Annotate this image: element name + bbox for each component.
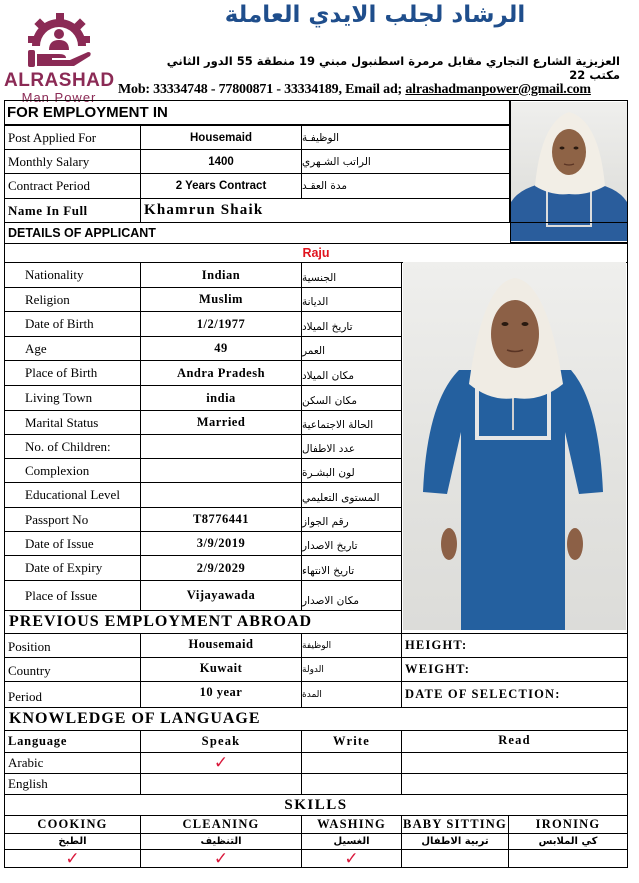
prev-position-value: Housemaid	[140, 633, 302, 658]
section-skills-title: SKILLS	[4, 794, 628, 816]
english-speak-check[interactable]	[140, 773, 302, 795]
applicant-full-body-photo	[403, 262, 626, 630]
date-of-issue-label: Date of Issue	[4, 531, 141, 556]
language-arabic-label: Arabic	[4, 752, 141, 774]
date-of-selection-label: DATE OF SELECTION:	[401, 681, 628, 708]
language-header-write: Write	[301, 730, 402, 753]
contact-line	[118, 82, 633, 98]
nationality-value: Indian	[140, 262, 302, 288]
complexion-value	[140, 458, 302, 483]
complexion-label: Complexion	[4, 458, 141, 483]
prev-period-label: Period	[4, 681, 141, 708]
date-of-expiry-label-ar: تاريخ الانتهاء	[301, 555, 402, 581]
nationality-label: Nationality	[4, 262, 141, 288]
date-of-issue-label-ar: تاريخ الاصدار	[301, 531, 402, 556]
date-of-birth-value: 1/2/1977	[140, 311, 302, 337]
passport-no-value: T8776441	[140, 507, 302, 532]
full-name-label: Name In Full	[4, 198, 141, 223]
language-header-speak: Speak	[140, 730, 302, 753]
prev-period-label-ar: المدة	[301, 681, 402, 708]
marital-status-value: Married	[140, 410, 302, 435]
date-of-issue-value: 3/9/2019	[140, 531, 302, 556]
living-town-value: india	[140, 385, 302, 411]
arabic-speak-check[interactable]: ✓	[140, 752, 302, 774]
age-label: Age	[4, 336, 141, 361]
monthly-salary-value: 1400	[140, 149, 302, 174]
place-of-issue-value: Vijayawada	[140, 580, 302, 611]
post-applied-label-ar: الوظيفـة	[301, 125, 510, 150]
prev-country-label-ar: الدولة	[301, 657, 402, 682]
skill-ironing-label: IRONING	[508, 815, 628, 834]
place-of-birth-label-ar: مكان الميلاد	[301, 360, 402, 386]
date-of-expiry-value: 2/9/2029	[140, 555, 302, 581]
skill-washing-check[interactable]: ✓	[301, 849, 402, 868]
section-employment-title: FOR EMPLOYMENT IN	[4, 100, 510, 125]
passport-no-label-ar: رقم الجواز	[301, 507, 402, 532]
skill-cleaning-label: CLEANING	[140, 815, 302, 834]
arabic-read-check[interactable]	[401, 752, 628, 774]
skill-washing-label: WASHING	[301, 815, 402, 834]
language-header-language: Language	[4, 730, 141, 753]
children-label-ar: عدد الاطفال	[301, 434, 402, 459]
company-title-arabic: الرشاد لجلب الايدي العاملة	[224, 2, 526, 28]
marital-status-label-ar: الحالة الاجتماعية	[301, 410, 402, 435]
english-write-check[interactable]	[301, 773, 402, 795]
height-label: HEIGHT:	[401, 633, 628, 658]
prev-position-label: Position	[4, 633, 141, 658]
full-name-value: Khamrun Shaik	[140, 198, 510, 223]
skill-ironing-check[interactable]	[508, 849, 628, 868]
skill-cleaning-label-ar: التنظيف	[140, 833, 302, 850]
place-of-birth-value: Andra Pradesh	[140, 360, 302, 386]
skill-baby-sitting-check[interactable]	[401, 849, 509, 868]
gear-hand-person-icon	[4, 8, 114, 70]
email-link[interactable]: alrashadmanpower@gmail.com	[405, 82, 591, 97]
contract-period-label-ar: مدة العقـد	[301, 173, 510, 199]
passport-no-label: Passport No	[4, 507, 141, 532]
arabic-write-check[interactable]	[301, 752, 402, 774]
date-of-birth-label-ar: تاريخ الميلاد	[301, 311, 402, 337]
english-read-check[interactable]	[401, 773, 628, 795]
full-body-photo-frame	[401, 610, 628, 634]
living-town-label-ar: مكان السكن	[301, 385, 402, 411]
marital-status-label: Marital Status	[4, 410, 141, 435]
skill-baby-sitting-label-ar: تربية الاطفال	[401, 833, 509, 850]
skill-baby-sitting-label: BABY SITTING	[401, 815, 509, 834]
skill-cooking-check[interactable]: ✓	[4, 849, 141, 868]
contract-period-value: 2 Years Contract	[140, 173, 302, 199]
company-logo	[4, 8, 115, 105]
living-town-label: Living Town	[4, 385, 141, 411]
nationality-label-ar: الجنسية	[301, 262, 402, 288]
logo-subtitle-text: Man Power	[21, 90, 97, 105]
place-of-issue-label: Place of Issue	[4, 580, 141, 611]
monthly-salary-label-ar: الراتب الشـهري	[301, 149, 510, 174]
logo-brand-text: ALRASHAD	[4, 70, 115, 91]
complexion-label-ar: لون البشـرة	[301, 458, 402, 483]
skill-cleaning-check[interactable]: ✓	[140, 849, 302, 868]
company-address-arabic: العزيزية الشارع التجاري مقابل مرمرة اسطنبول مبني 19 منطقة 55 الدور الثاني مكتب 22	[166, 54, 620, 82]
full-body-figure-icon	[403, 262, 626, 630]
education-label-ar: المستوى التعليمي	[301, 482, 402, 508]
contract-period-label: Contract Period	[4, 173, 141, 199]
prev-country-value: Kuwait	[140, 657, 302, 682]
section-previous-employment-title: PREVIOUS EMPLOYMENT ABROAD	[4, 610, 402, 634]
place-of-birth-label: Place of Birth	[4, 360, 141, 386]
date-of-expiry-label: Date of Expiry	[4, 555, 141, 581]
children-label: No. of Children:	[4, 434, 141, 459]
skill-cooking-label: COOKING	[4, 815, 141, 834]
weight-label: WEIGHT:	[401, 657, 628, 682]
skill-washing-label-ar: الغسيل	[301, 833, 402, 850]
language-english-label: English	[4, 773, 141, 795]
place-of-issue-label-ar: مكان الاصدار	[301, 580, 402, 611]
prev-position-label-ar: الوظيفة	[301, 633, 402, 658]
religion-value: Muslim	[140, 287, 302, 312]
religion-label-ar: الديانة	[301, 287, 402, 312]
prev-period-value: 10 year	[140, 681, 302, 708]
monthly-salary-label: Monthly Salary	[4, 149, 141, 174]
agent-name: Raju	[4, 243, 628, 263]
language-header-read: Read	[401, 730, 628, 753]
date-of-birth-label: Date of Birth	[4, 311, 141, 337]
section-language-title: KNOWLEDGE OF LANGUAGE	[4, 707, 628, 731]
contact-phones: Mob: 33334748 - 77800871 - 33334189, Email ad;	[118, 82, 406, 97]
education-value	[140, 482, 302, 508]
age-label-ar: العمر	[301, 336, 402, 361]
section-applicant-title: DETAILS OF APPLICANT	[4, 222, 628, 244]
education-label: Educational Level	[4, 482, 141, 508]
post-applied-value: Housemaid	[140, 125, 302, 150]
religion-label: Religion	[4, 287, 141, 312]
age-value: 49	[140, 336, 302, 361]
children-value	[140, 434, 302, 459]
skill-cooking-label-ar: الطبخ	[4, 833, 141, 850]
prev-country-label: Country	[4, 657, 141, 682]
post-applied-label: Post Applied For	[4, 125, 141, 150]
skill-ironing-label-ar: كي الملابس	[508, 833, 628, 850]
